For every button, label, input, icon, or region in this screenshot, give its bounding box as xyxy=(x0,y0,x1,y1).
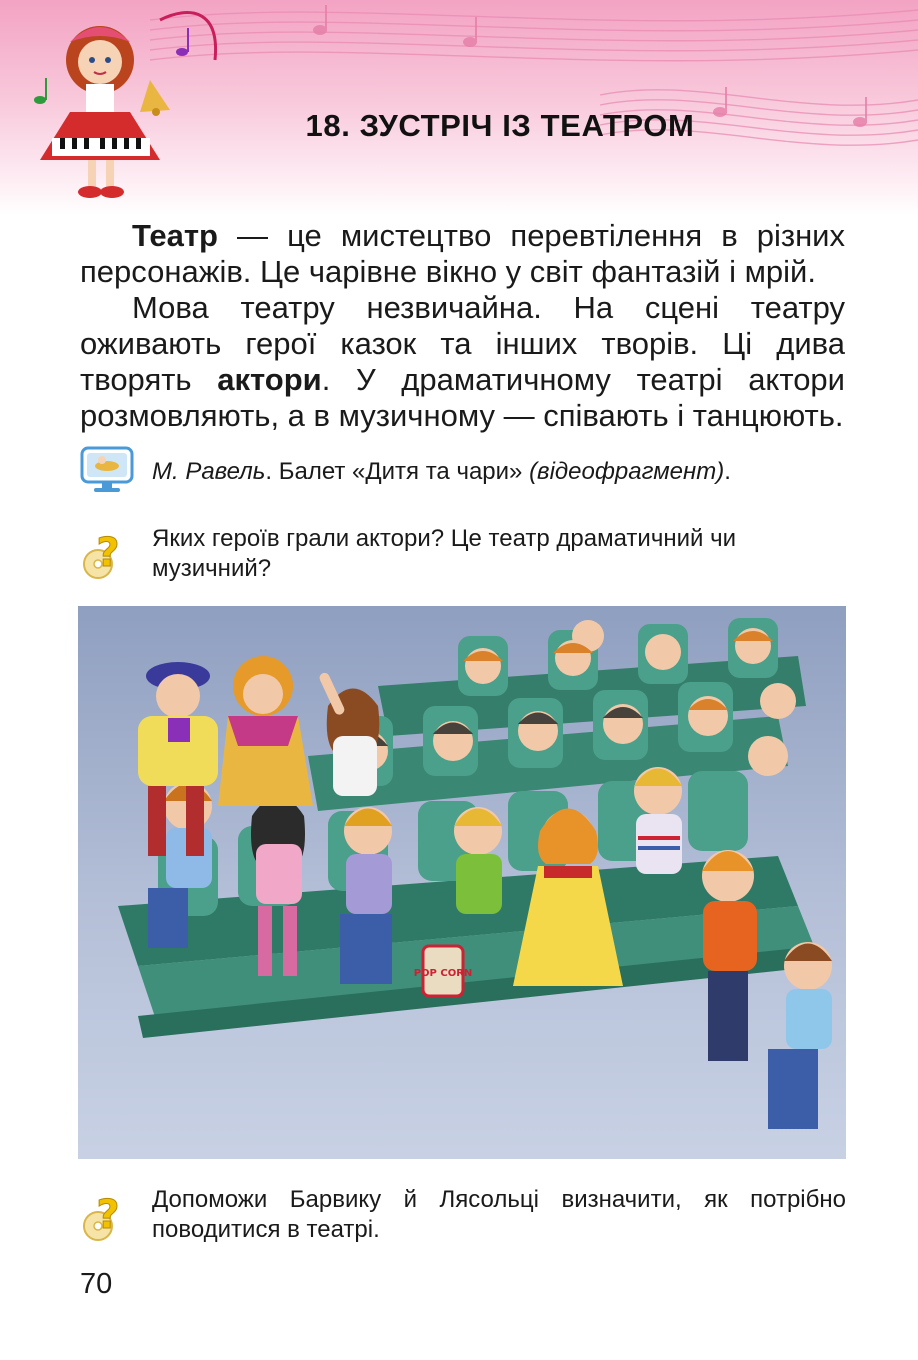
question-disc-icon xyxy=(80,530,130,587)
body-text-part1: Мова театру незвичайна. На сцені театру оживають герої казок та інших творів. Ці дива творять xyxy=(80,290,845,397)
video-title: . Балет «Дитя та чари» xyxy=(265,458,530,485)
intro-paragraph xyxy=(80,218,845,290)
term-theatre: Театр xyxy=(132,218,218,253)
page-title: 18. ЗУСТРІЧ ІЗ ТЕАТРОМ xyxy=(305,108,695,143)
term-actors: актори xyxy=(217,362,322,397)
video-note-end: . xyxy=(724,458,731,485)
video-monitor-icon xyxy=(80,446,134,501)
video-author: М. Равель xyxy=(152,458,266,485)
question-one: Яких героїв грали актори? Це театр драматичний чи музичний? xyxy=(152,525,736,582)
question-two: Допоможи Барвику й Лясольці визначити, як потрібно поводитися в театрі. xyxy=(152,1186,846,1243)
body-text-part2: . У драматичному театрі актори розмовляють, а в музичному — співають і танцюють. xyxy=(80,362,845,433)
svg-text:?: ? xyxy=(96,1192,120,1238)
girl-character-illustration xyxy=(34,13,216,198)
page-number: 70 xyxy=(80,1268,113,1300)
video-note xyxy=(152,457,846,487)
intro-definition: — це мистецтво перевтілення в різних персонажів. Це чарівне вікно у світ фантазій і мрій. xyxy=(80,218,845,289)
video-tag: (відеофрагмент) xyxy=(529,458,725,485)
question-disc-icon xyxy=(80,1192,130,1249)
svg-text:?: ? xyxy=(96,530,120,576)
theatre-illustration xyxy=(78,606,846,1159)
body-paragraph xyxy=(80,290,845,434)
popcorn-label: POP CORN xyxy=(413,968,473,979)
